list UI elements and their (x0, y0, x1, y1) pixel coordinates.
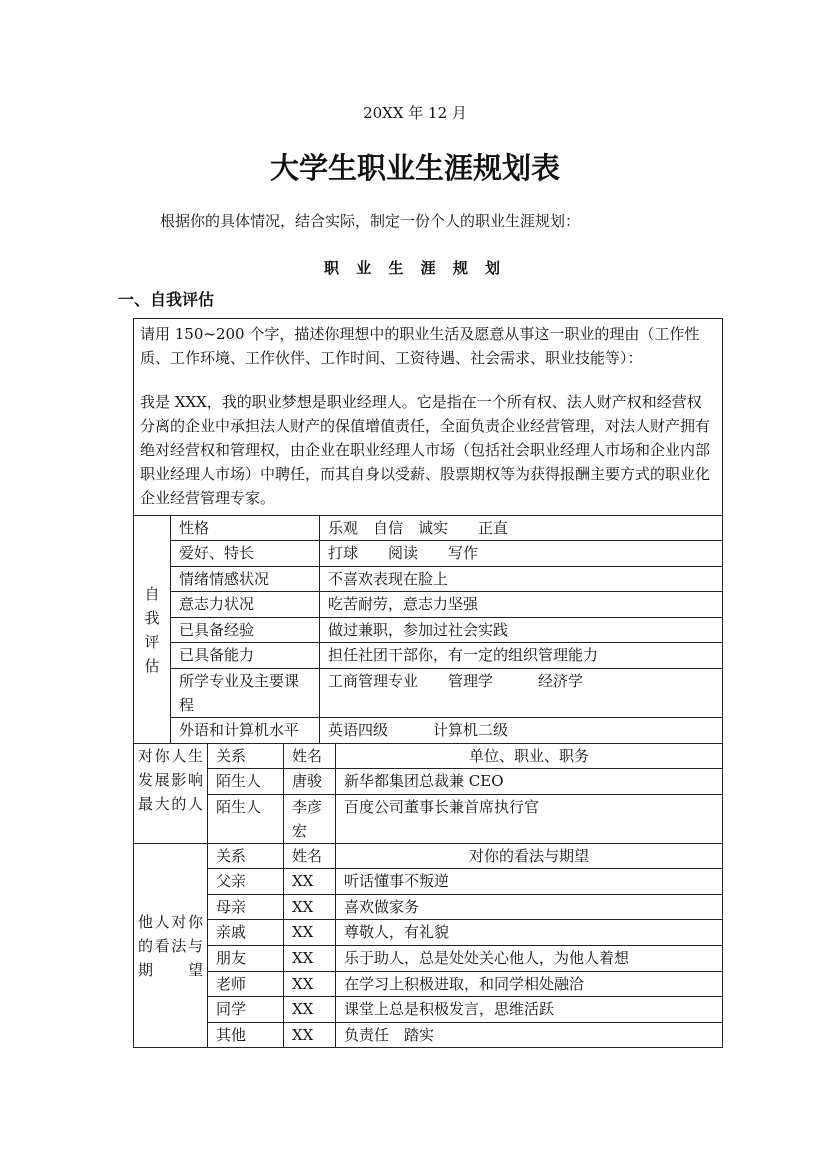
column-header: 关系 (208, 744, 284, 769)
table-row (134, 592, 723, 618)
field-label: 情绪情感状况 (171, 567, 320, 592)
relation-cell: 陌生人 (208, 795, 284, 844)
header-row (134, 844, 723, 869)
column-header: 姓名 (284, 744, 336, 769)
prompt-text: 请用 150~200 个字，描述你理想中的职业生活及愿意从事这一职业的理由（工作性质、工作环境、工作伙伴、工作时间、工资待遇、社会需求、职业技能等）： (140, 325, 700, 367)
detail-cell: 百度公司董事长兼首席执行官 (336, 795, 723, 844)
field-value: 英语四级 计算机二级 (320, 718, 723, 744)
document-title: 大学生职业生涯规划表 (269, 151, 560, 185)
table-row (134, 541, 723, 567)
detail-cell: 尊敬人，有礼貌 (336, 920, 723, 946)
relation-cell: 朋友 (208, 946, 284, 972)
tables-container (133, 318, 723, 1048)
name-cell: XX (284, 895, 336, 920)
others-label: 他人对你的看法与期望 (134, 844, 208, 1048)
field-value: 不喜欢表现在脸上 (320, 567, 723, 592)
relation-cell: 其他 (208, 1023, 284, 1048)
self-assessment-table (133, 515, 723, 744)
field-label: 已具备能力 (171, 643, 320, 669)
influence-label: 对你人生发展影响最大的人 (134, 744, 208, 844)
column-header: 对你的看法与期望 (336, 844, 723, 869)
answer-text: 我是 XXX，我的职业梦想是职业经理人。它是指在一个所有权、法人财产权和经营权分离的企业中承担法人财产的保值增值责任，全面负责企业经营管理，对法人财产拥有绝对经营权和管理权，由企业在职业经理人市场（包括社会职业经理人市场和企业内部职业经理人市场）中聘任，而其自身以受薪、股票期权等为获得报酬主要方式的职业化企业经营管理专家。 (140, 393, 711, 507)
detail-cell: 负责任 踏实 (336, 1023, 723, 1048)
table-row (134, 618, 723, 643)
column-header: 姓名 (284, 844, 336, 869)
name-cell: XX (284, 920, 336, 946)
name-cell: 李彦宏 (284, 795, 336, 844)
career-description-box (133, 318, 723, 516)
relation-cell: 老师 (208, 972, 284, 997)
section-heading: 一、自我评估 (118, 290, 215, 309)
table-row (134, 643, 723, 669)
detail-cell: 乐于助人，总是处处关心他人，为他人着想 (336, 946, 723, 972)
others-expectations-table (133, 843, 723, 1048)
relation-cell: 母亲 (208, 895, 284, 920)
field-value: 吃苦耐劳，意志力坚强 (320, 592, 723, 618)
influential-people-table (133, 743, 723, 844)
table-row (134, 997, 723, 1023)
name-cell: XX (284, 972, 336, 997)
table-row (134, 1023, 723, 1048)
intro-text: 根据你的具体情况，结合实际，制定一份个人的职业生涯规划： (160, 212, 581, 230)
self-assessment-label: 自我评估 (134, 516, 171, 744)
name-cell: XX (284, 1023, 336, 1048)
relation-cell: 亲戚 (208, 920, 284, 946)
subtitle: 职 业 生 涯 规 划 (323, 259, 507, 277)
header-row (134, 744, 723, 769)
table-row (134, 869, 723, 895)
field-value: 乐观 自信 诚实 正直 (320, 516, 723, 541)
column-header: 关系 (208, 844, 284, 869)
field-label: 性格 (171, 516, 320, 541)
detail-cell: 喜欢做家务 (336, 895, 723, 920)
field-label: 爱好、特长 (171, 541, 320, 567)
detail-cell: 课堂上总是积极发言，思维活跃 (336, 997, 723, 1023)
document-date: 20XX 年 12 月 (363, 104, 467, 122)
table-row (134, 669, 723, 718)
field-value: 工商管理专业 管理学 经济学 (320, 669, 723, 718)
field-label: 外语和计算机水平 (171, 718, 320, 744)
table-row (134, 972, 723, 997)
field-value: 担任社团干部你，有一定的组织管理能力 (320, 643, 723, 669)
table-row (134, 920, 723, 946)
table-row (134, 516, 723, 541)
field-value: 打球 阅读 写作 (320, 541, 723, 567)
table-row (134, 567, 723, 592)
relation-cell: 陌生人 (208, 769, 284, 795)
field-label: 所学专业及主要课程 (171, 669, 320, 718)
relation-cell: 父亲 (208, 869, 284, 895)
table-row (134, 895, 723, 920)
table-row (134, 718, 723, 744)
column-header: 单位、职业、职务 (336, 744, 723, 769)
name-cell: XX (284, 997, 336, 1023)
relation-cell: 同学 (208, 997, 284, 1023)
detail-cell: 在学习上积极进取，和同学相处融洽 (336, 972, 723, 997)
detail-cell: 听话懂事不叛逆 (336, 869, 723, 895)
detail-cell: 新华都集团总裁兼 CEO (336, 769, 723, 795)
table-row (134, 769, 723, 795)
name-cell: 唐骏 (284, 769, 336, 795)
name-cell: XX (284, 869, 336, 895)
name-cell: XX (284, 946, 336, 972)
field-label: 已具备经验 (171, 618, 320, 643)
table-row (134, 795, 723, 844)
table-row (134, 946, 723, 972)
field-value: 做过兼职，参加过社会实践 (320, 618, 723, 643)
field-label: 意志力状况 (171, 592, 320, 618)
